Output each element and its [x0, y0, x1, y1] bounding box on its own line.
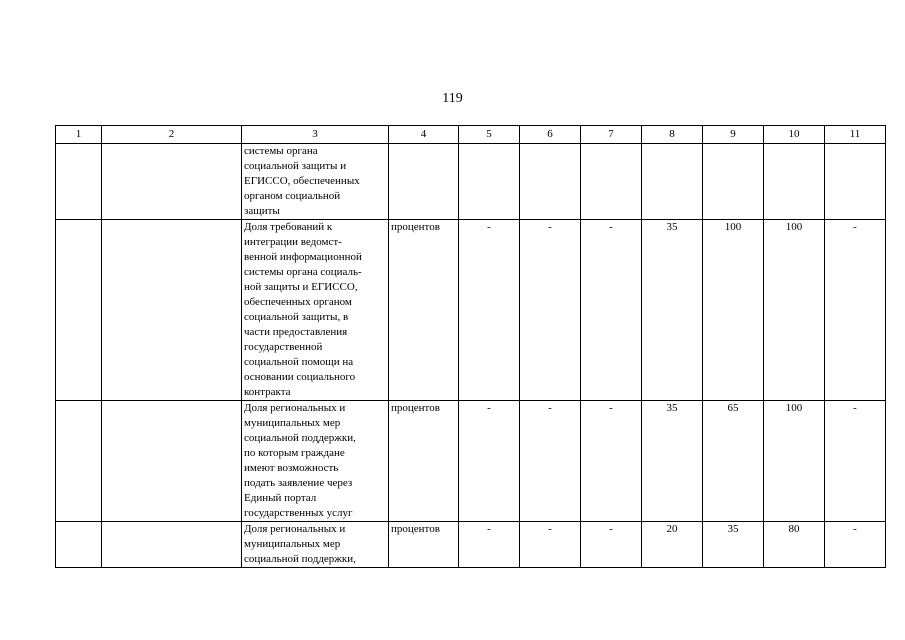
header-row: [56, 126, 886, 144]
description-line: контракта: [244, 386, 291, 398]
indicator-description: [242, 144, 389, 220]
value-cell: -: [520, 401, 581, 522]
indicator-description: [242, 220, 389, 401]
value-cell: [825, 144, 886, 220]
cell-col2: [102, 522, 242, 568]
cell-col2: [102, 144, 242, 220]
description-line: ной защиты и ЕГИССО,: [244, 281, 358, 293]
column-header-11: 11: [825, 126, 886, 144]
description-line: Единый портал: [244, 492, 317, 504]
value-cell: [581, 144, 642, 220]
description-line: части предоставления: [244, 326, 348, 338]
description-line: основании социального: [244, 371, 356, 383]
cell-col2: [102, 401, 242, 522]
description-line: обеспеченных органом: [244, 296, 352, 308]
description-line: социальной поддержки,: [244, 553, 356, 565]
value-cell: -: [581, 522, 642, 568]
value-cell: [520, 144, 581, 220]
table-row: [56, 401, 886, 522]
description-line: органом социальной: [244, 190, 341, 202]
cell-col1: [56, 401, 102, 522]
description-line: подать заявление через: [244, 477, 353, 489]
indicator-description: [242, 401, 389, 522]
value-cell: -: [825, 522, 886, 568]
value-cell: -: [581, 401, 642, 522]
description-line: системы органа социаль-: [244, 266, 362, 278]
column-header-6: 6: [520, 126, 581, 144]
column-header-9: 9: [703, 126, 764, 144]
value-cell: [642, 144, 703, 220]
cell-col1: [56, 220, 102, 401]
column-header-7: 7: [581, 126, 642, 144]
value-cell: 35: [642, 401, 703, 522]
column-header-8: 8: [642, 126, 703, 144]
value-cell: -: [581, 220, 642, 401]
value-cell: [459, 144, 520, 220]
value-cell: 80: [764, 522, 825, 568]
description-line: Доля требований к: [244, 221, 333, 233]
description-line: ЕГИССО, обеспеченных: [244, 175, 360, 187]
value-cell: [703, 144, 764, 220]
column-header-4: 4: [389, 126, 459, 144]
value-cell: -: [520, 522, 581, 568]
description-line: системы органа: [244, 145, 318, 157]
value-cell: 65: [703, 401, 764, 522]
value-cell: -: [459, 220, 520, 401]
column-header-10: 10: [764, 126, 825, 144]
description-line: защиты: [244, 205, 280, 217]
column-header-1: 1: [56, 126, 102, 144]
description-line: социальной защиты, в: [244, 311, 349, 323]
description-line: государственной: [244, 341, 323, 353]
unit-cell: процентов: [389, 401, 459, 522]
value-cell: 35: [703, 522, 764, 568]
indicator-description: [242, 522, 389, 568]
cell-col2: [102, 220, 242, 401]
column-header-5: 5: [459, 126, 520, 144]
column-header-3: 3: [242, 126, 389, 144]
description-line: венной информационной: [244, 251, 362, 263]
unit-cell: [389, 144, 459, 220]
value-cell: 20: [642, 522, 703, 568]
unit-cell: процентов: [389, 220, 459, 401]
cell-col1: [56, 144, 102, 220]
table-row: [56, 144, 886, 220]
description-line: муниципальных мер: [244, 417, 341, 429]
value-cell: -: [825, 401, 886, 522]
description-line: социальной поддержки,: [244, 432, 356, 444]
value-cell: -: [459, 401, 520, 522]
value-cell: 35: [642, 220, 703, 401]
value-cell: [764, 144, 825, 220]
unit-cell: процентов: [389, 522, 459, 568]
column-header-2: 2: [102, 126, 242, 144]
description-line: государственных услуг: [244, 507, 353, 519]
table-row: [56, 220, 886, 401]
description-line: имеют возможность: [244, 462, 339, 474]
cell-col1: [56, 522, 102, 568]
page-number: 119: [442, 91, 463, 106]
description-line: Доля региональных и: [244, 523, 346, 535]
description-line: по которым граждане: [244, 447, 345, 459]
description-line: социальной защиты и: [244, 160, 347, 172]
description-line: социальной помощи на: [244, 356, 354, 368]
description-line: муниципальных мер: [244, 538, 341, 550]
value-cell: 100: [764, 220, 825, 401]
indicators-table: [55, 125, 886, 568]
value-cell: -: [459, 522, 520, 568]
description-line: интеграции ведомст-: [244, 236, 342, 248]
description-line: Доля региональных и: [244, 402, 346, 414]
value-cell: 100: [764, 401, 825, 522]
table-row: [56, 522, 886, 568]
value-cell: -: [825, 220, 886, 401]
value-cell: -: [520, 220, 581, 401]
value-cell: 100: [703, 220, 764, 401]
